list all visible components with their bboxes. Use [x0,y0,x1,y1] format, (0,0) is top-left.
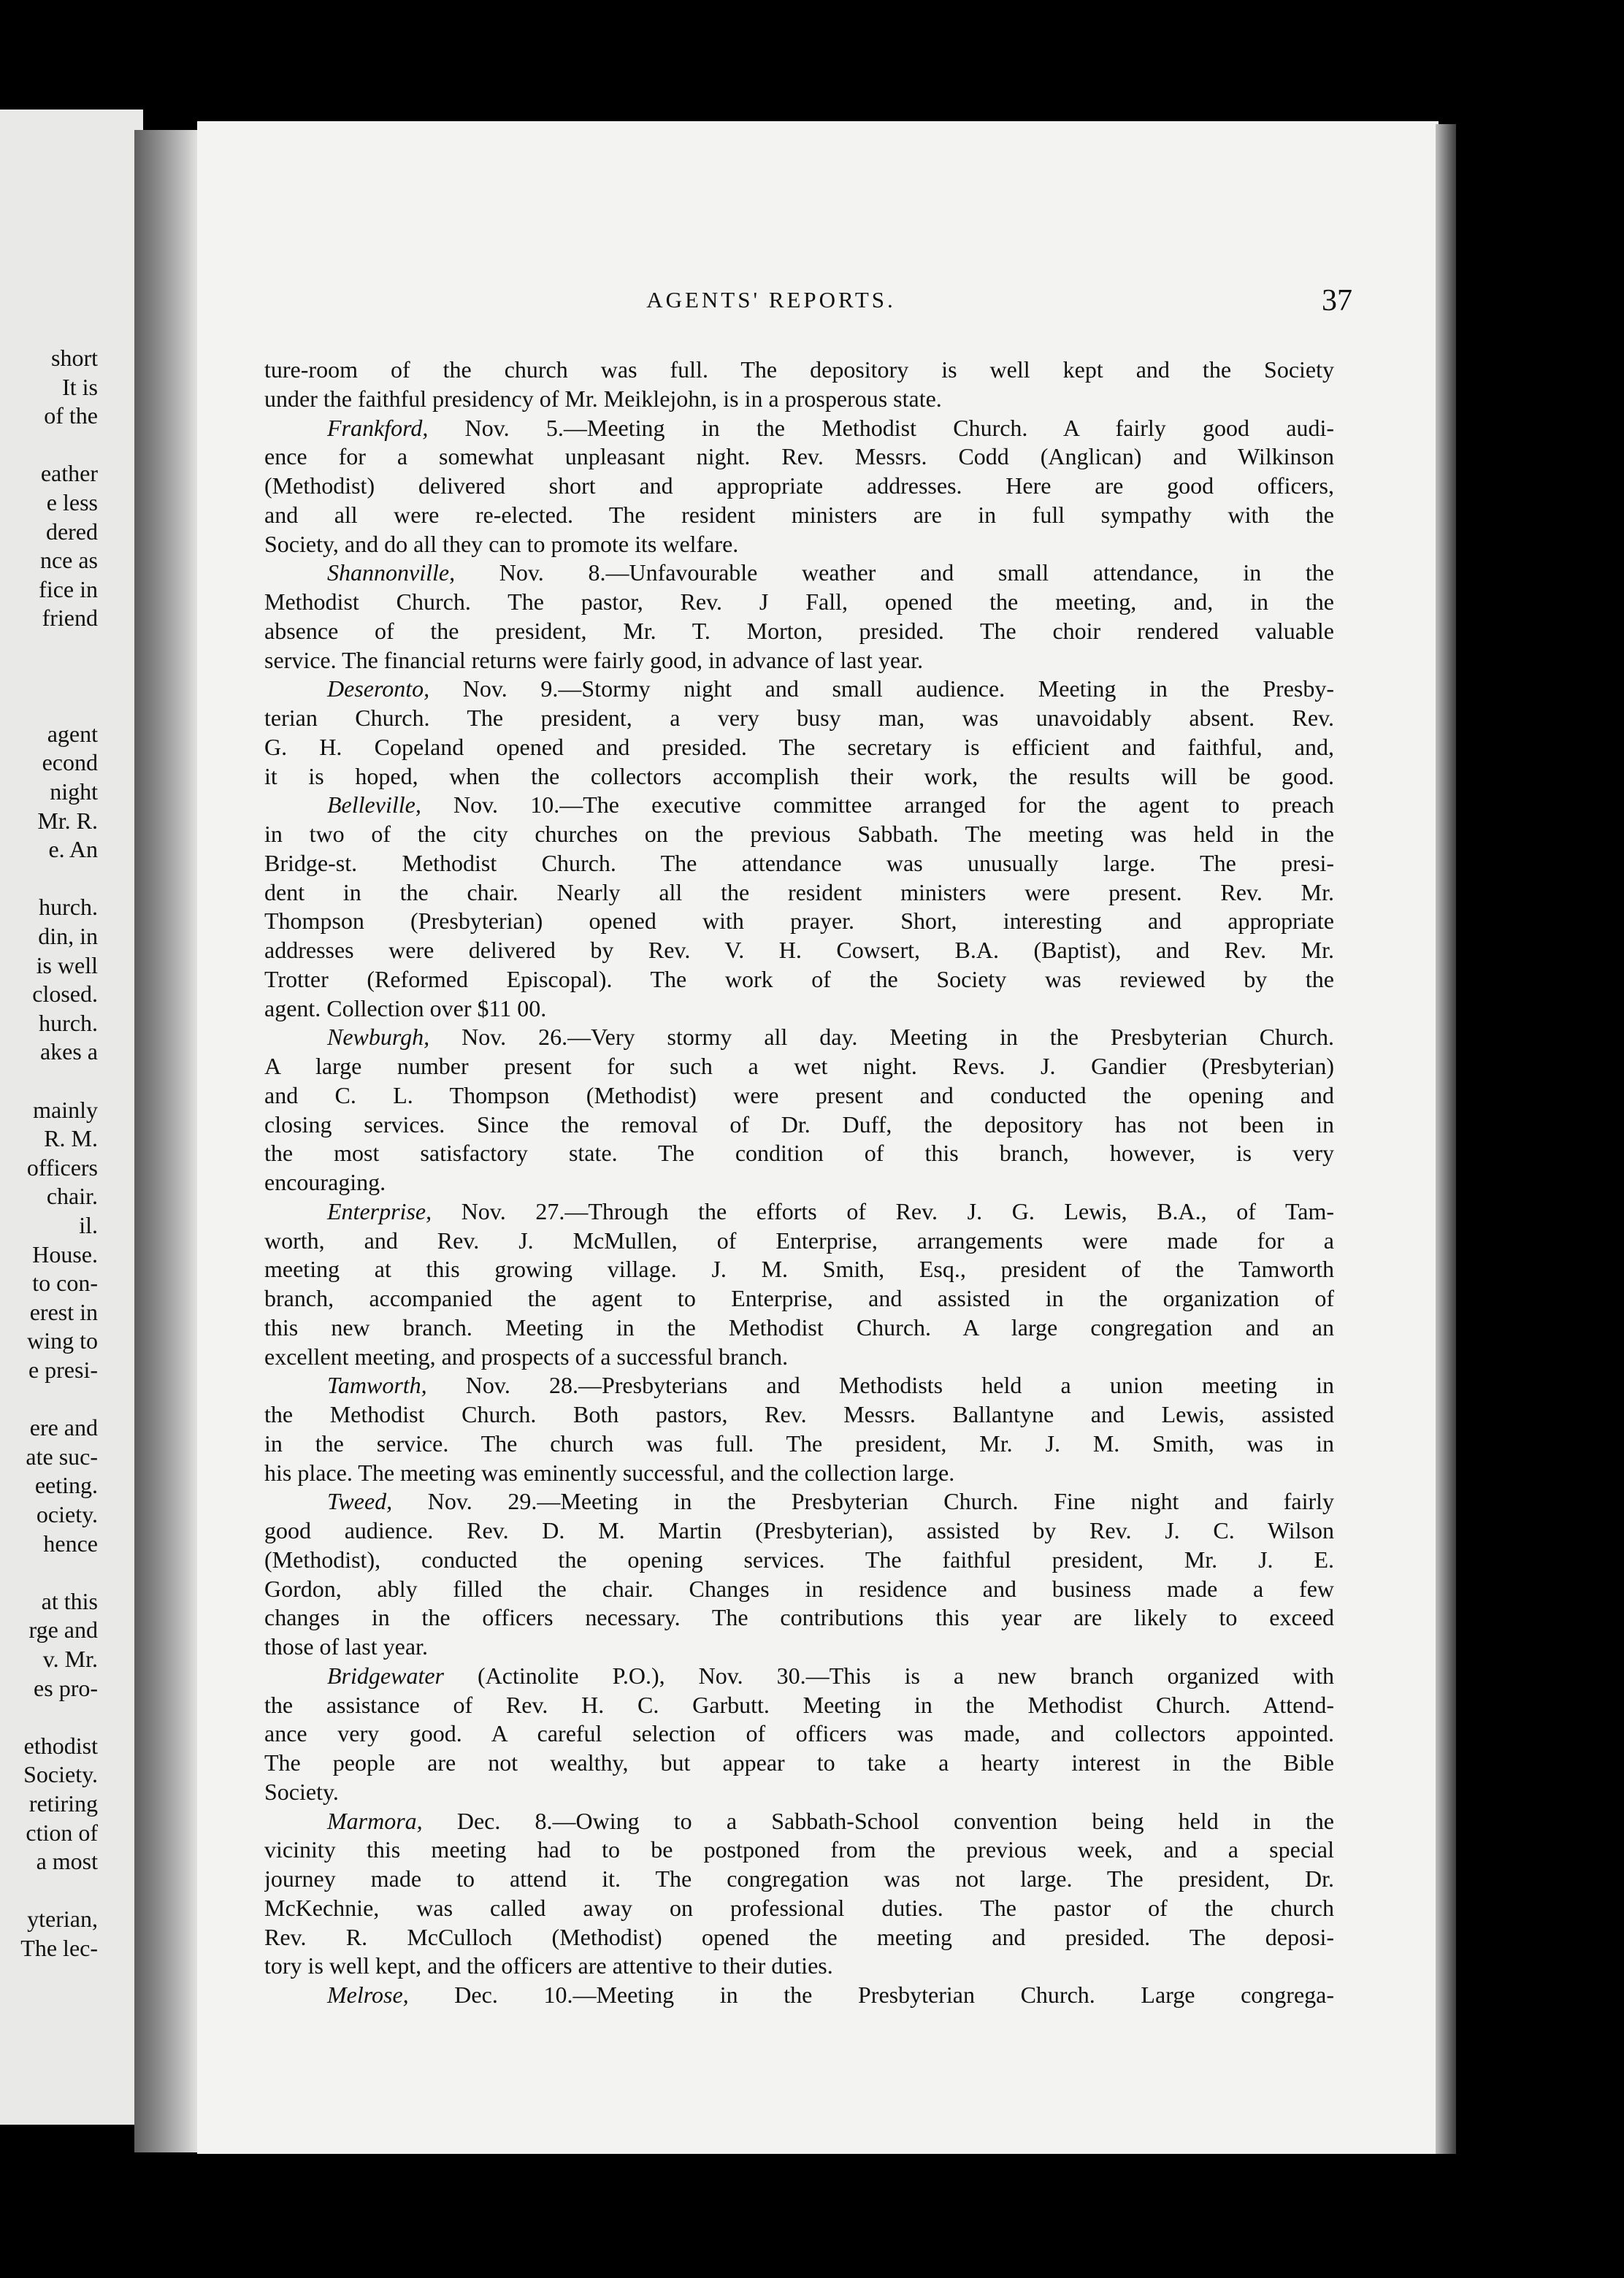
left-page-line: akes a [39,1038,98,1065]
left-page-line: nce as [39,547,98,574]
left-page-line: night [50,778,98,805]
text-line [264,1343,1334,1372]
line-text: branch, accompanied the agent to Enterprise, and assisted in the organization of [264,1285,1334,1311]
line-text: absence of the president, Mr. T. Morton, presided. The choir rendered valuable [264,617,1334,644]
line-text: the assistance of Rev. H. C. Garbutt. Meeting in the Methodist Church. Attend- [264,1691,1334,1718]
left-page-line: rge and [28,1617,98,1644]
left-page-line: chair. [46,1183,98,1210]
line-text: and all were re-elected. The resident ministers are in full sympathy with the [264,501,1334,528]
left-page-line: dered [45,518,98,545]
text-line [264,1284,1334,1314]
line-text: Rev. R. McCulloch (Methodist) opened the meeting and presided. The deposi- [264,1923,1334,1950]
line-text: Nov. 5.—Meeting in the Methodist Church. A fairly good audi- [428,414,1334,441]
left-page-line: e presi- [28,1357,98,1383]
line-text: terian Church. The president, a very busy man, was unavoidably absent. Rev. [264,705,1334,731]
line-text: (Methodist), conducted the opening services. The faithful president, Mr. J. E. [264,1546,1334,1573]
line-text: Thompson (Presbyterian) opened with prayer. Short, interesting and appropriate [264,908,1334,935]
place-name: Newburgh, [327,1024,430,1051]
line-text: Nov. 29.—Meeting in the Presbyterian Church. Fine night and fairly [392,1488,1334,1515]
text-line [264,1691,1334,1720]
line-text: this new branch. Meeting in the Methodist Church. A large congregation and an [264,1314,1334,1341]
text-line [264,1981,1334,2010]
left-page-line: is well [36,951,98,978]
text-line [264,1807,1334,1836]
left-page-line: fice in [39,575,98,602]
place-name: Frankford, [327,414,429,441]
line-text: in two of the city churches on the previous Sabbath. The meeting was held in the [264,821,1334,847]
place-name: Belleville, [327,791,421,818]
line-text: agent. Collection over $11 00. [264,994,547,1021]
left-page-line: Mr. R. [37,807,98,834]
line-text: dent in the chair. Nearly all the resident ministers were present. Rev. Mr. [264,878,1334,905]
left-page-line: erest in [29,1298,98,1325]
line-text: ance very good. A careful selection of officers was made, and collectors appointed. [264,1720,1334,1747]
left-page-line: ate suc- [26,1443,98,1470]
text-line [264,1111,1334,1140]
text-line [264,1894,1334,1923]
left-page-line: ociety. [36,1501,98,1527]
left-page-line: il. [79,1212,98,1238]
line-text: Gordon, ably filled the chair. Changes in residence and business made a few [264,1575,1334,1602]
text-line [264,1749,1334,1778]
line-text: meeting at this growing village. J. M. Smith, Esq., president of the Tamworth [264,1256,1334,1283]
text-line [264,1575,1334,1604]
line-text: closing services. Since the removal of Dr. Duff, the depository has not been in [264,1111,1334,1138]
left-page-line: hurch. [39,1009,98,1036]
text-line [264,762,1334,791]
text-line [264,1459,1334,1488]
line-text: Bridge-st. Methodist Church. The attendance was unusually large. The presi- [264,849,1334,876]
line-text: Nov. 28.—Presbyterians and Methodists held a union meeting in [426,1372,1334,1399]
left-page-line: retiring [28,1790,98,1817]
place-name: Enterprise, [327,1197,432,1224]
line-text: vicinity this meeting had to be postponed from the previous week, and a special [264,1836,1334,1863]
left-page-line: e less [46,489,98,515]
left-page-line: The lec- [20,1935,98,1961]
text-line [264,559,1334,588]
line-text: G. H. Copeland opened and presided. The secretary is efficient and faithful, and, [264,733,1334,760]
text-line [264,1546,1334,1575]
text-line [264,1314,1334,1343]
line-text: Nov. 8.—Unfavourable weather and small attendance, in the [455,559,1334,586]
place-name: Marmora, [327,1807,423,1834]
page-number: 37 [1322,284,1352,318]
text-line [264,472,1334,501]
place-name: Tweed, [327,1488,393,1515]
left-page-line: es pro- [34,1674,98,1701]
line-text: in the service. The church was full. The president, Mr. J. M. Smith, was in [264,1430,1334,1457]
text-line [264,936,1334,965]
left-page-line: eeting. [34,1472,98,1499]
line-text: Nov. 9.—Stormy night and small audience. Meeting in the Presby- [429,675,1334,702]
text-line [264,704,1334,733]
text-line [264,1516,1334,1546]
line-text: Nov. 27.—Through the efforts of Rev. J. G. Lewis, B.A., of Tam- [432,1197,1334,1224]
place-name: Tamworth, [327,1372,427,1399]
place-name: Bridgewater [327,1662,444,1689]
line-text: Dec. 8.—Owing to a Sabbath-School convention being held in the [422,1807,1334,1834]
running-head: AGENTS' REPORTS. [646,287,896,312]
text-line [264,646,1334,675]
text-line [264,907,1334,936]
left-page-line: It is [62,373,98,400]
line-text: (Actinolite P.O.), Nov. 30.—This is a new branch organized with [443,1662,1334,1689]
text-line [264,1023,1334,1052]
text-line [264,414,1334,443]
left-page-line: ere and [29,1414,98,1441]
text-line [264,1923,1334,1952]
text-line [264,442,1334,472]
line-text: his place. The meeting was eminently successful, and the collection large. [264,1459,955,1486]
text-line [264,1255,1334,1284]
line-text: (Methodist) delivered short and appropriate addresses. Here are good officers, [264,472,1334,499]
text-line [264,1836,1334,1865]
text-line [264,878,1334,908]
text-line [264,1778,1334,1807]
text-line [264,1865,1334,1894]
line-text: good audience. Rev. D. M. Martin (Presbyterian), assisted by Rev. J. C. Wilson [264,1517,1334,1543]
left-page-line: agent [47,720,98,747]
text-line [264,1400,1334,1430]
left-page-line: to con- [32,1270,98,1297]
left-page-line: at this [41,1587,98,1614]
text-line [264,1662,1334,1691]
text-line [264,733,1334,762]
text-line [264,1227,1334,1256]
left-page-fragment [0,110,143,2125]
line-text: encouraging. [264,1169,386,1195]
text-line [264,820,1334,849]
left-page-line: v. Mr. [42,1646,98,1672]
line-text: A large number present for such a wet night. Revs. J. Gandier (Presbyterian) [264,1053,1334,1079]
text-line [264,501,1334,530]
left-page-line: din, in [38,923,98,949]
left-page-line: e. An [48,836,98,863]
line-text: changes in the officers necessary. The contributions this year are likely to exceed [264,1604,1334,1631]
text-line [264,1430,1334,1459]
line-text: service. The financial returns were fairly good, in advance of last year. [264,646,924,673]
left-page-line: closed. [32,981,98,1008]
text-line [264,1168,1334,1197]
line-text: worth, and Rev. J. McMullen, of Enterprise, arrangements were made for a [264,1227,1334,1254]
text-line [264,617,1334,646]
text-line [264,588,1334,617]
text-line [264,791,1334,820]
line-text: under the faithful presidency of Mr. Meiklejohn, is in a prosperous state. [264,385,942,412]
line-text: Nov. 10.—The executive committee arranged for the agent to preach [421,791,1334,818]
left-page-line: econd [42,749,98,776]
line-text: tory is well kept, and the officers are attentive to their duties. [264,1952,833,1979]
report-body [264,356,1334,2010]
text-line [264,1952,1334,1981]
place-name: Melrose, [327,1982,409,2008]
line-text: Dec. 10.—Meeting in the Presbyterian Church. Large congrega- [408,1982,1334,2008]
left-page-line: short [51,345,98,371]
text-line [264,1633,1334,1662]
place-name: Deseronto, [327,675,430,702]
line-text: McKechnie, was called away on professional duties. The pastor of the church [264,1894,1334,1921]
left-page-line: R. M. [44,1125,98,1152]
line-text: those of last year. [264,1633,428,1660]
text-line [264,1487,1334,1516]
text-line [264,530,1334,559]
line-text: Society. [264,1778,339,1805]
text-line [264,994,1334,1024]
text-line [264,356,1334,385]
left-page-line: mainly [33,1096,98,1123]
left-page-line: yterian, [27,1906,98,1933]
text-line [264,1052,1334,1081]
text-line [264,1603,1334,1633]
line-text: ence for a somewhat unpleasant night. Rev. Messrs. Codd (Anglican) and Wilkinson [264,443,1334,470]
line-text: Methodist Church. The pastor, Rev. J Fall, opened the meeting, and, in the [264,588,1334,615]
left-page-line: of the [44,402,98,429]
left-page-line: eather [40,460,98,487]
text-line [264,1139,1334,1168]
text-line [264,1197,1334,1227]
text-line [264,849,1334,878]
line-text: addresses were delivered by Rev. V. H. Cowsert, B.A. (Baptist), and Rev. Mr. [264,937,1334,963]
left-page-line: ethodist [23,1732,98,1759]
line-text: the Methodist Church. Both pastors, Rev. Messrs. Ballantyne and Lewis, assisted [264,1401,1334,1427]
text-line [264,385,1334,414]
page-edge [1436,124,1456,2154]
left-page-line: Society. [23,1761,98,1788]
text-line [264,1371,1334,1400]
line-text: excellent meeting, and prospects of a successful branch. [264,1343,789,1370]
line-text: Nov. 26.—Very stormy all day. Meeting in the Presbyterian Church. [429,1024,1334,1051]
line-text: Trotter (Reformed Episcopal). The work of the Society was reviewed by the [264,965,1334,992]
text-line [264,1081,1334,1111]
text-line [264,675,1334,704]
left-page-line: wing to [27,1327,98,1354]
left-page-line: hence [43,1530,98,1557]
left-page-line: a most [36,1848,98,1875]
left-page-line: hurch. [39,894,98,921]
left-page-line: ction of [26,1819,98,1846]
line-text: the most satisfactory state. The condition of this branch, however, is very [264,1140,1334,1167]
line-text: journey made to attend it. The congregation was not large. The president, Dr. [264,1865,1334,1892]
left-page-line: friend [42,605,98,632]
line-text: ture-room of the church was full. The depository is well kept and the Society [264,356,1334,383]
line-text: The people are not wealthy, but appear to take a hearty interest in the Bible [264,1749,1334,1776]
line-text: Society, and do all they can to promote its welfare. [264,530,739,557]
left-page-line: officers [26,1154,98,1181]
text-line [264,965,1334,994]
book-gutter [134,130,202,2152]
line-text: and C. L. Thompson (Methodist) were present and conducted the opening and [264,1081,1334,1108]
left-page-line: House. [32,1240,98,1268]
line-text: it is hoped, when the collectors accomplish their work, the results will be good. [264,762,1334,789]
place-name: Shannonville, [327,559,456,586]
text-line [264,1719,1334,1749]
